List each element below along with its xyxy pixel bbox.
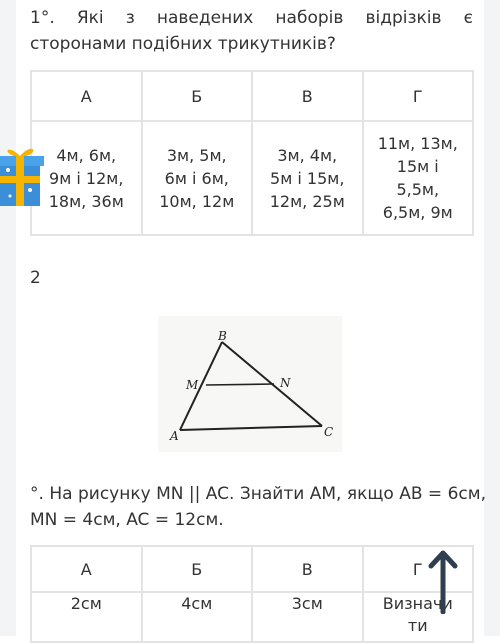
table-header: Б	[142, 71, 253, 121]
cell-line: 18м, 36м	[48, 191, 124, 211]
cell-line: 5м і 15м,	[270, 168, 345, 188]
cell-line: 10м, 12м	[159, 191, 235, 211]
cell-line: 4м, 6м,	[56, 145, 117, 165]
question-1-text: 1°. Які з наведених наборів відрізків є сторонами подібних трикутників?	[30, 8, 473, 54]
answer-cell-v[interactable]: 3см	[252, 592, 363, 642]
table-header: Г	[363, 546, 474, 592]
gift-icon[interactable]	[0, 140, 46, 210]
table-header: В	[252, 546, 363, 592]
cell-line: 3м, 4м,	[277, 145, 338, 165]
answer-cell-a[interactable]	[31, 121, 142, 235]
question-1-answer-table	[30, 70, 474, 236]
cell-line: 6м і 6м,	[164, 168, 229, 188]
label-a: A	[170, 429, 179, 443]
label-b: B	[218, 329, 227, 343]
question-2-text: °. На рисунку MN || AC. Знайти AM, якщо AB = 6см, MN = 4см, AC = 12см.	[30, 484, 486, 530]
cell-line: 3м, 5м,	[166, 145, 227, 165]
cell-line: 11м, 13м,	[377, 134, 458, 153]
cell-line: ти	[407, 616, 428, 635]
table-header: Г	[363, 71, 474, 121]
triangle-figure	[158, 316, 342, 452]
answer-cell-a[interactable]: 2см	[31, 592, 142, 642]
cell-line: Визначи	[382, 594, 453, 613]
question-2-answer-table	[30, 545, 474, 643]
cell-line: 15м і	[396, 157, 439, 176]
cell-line: 5,5м,	[396, 180, 440, 199]
answer-cell-b[interactable]	[142, 121, 253, 235]
cell-line: 12м, 25м	[269, 191, 345, 211]
left-page-edge	[0, 0, 16, 636]
table-header: А	[31, 71, 142, 121]
label-c: C	[324, 425, 334, 439]
question-2-number: 2	[30, 268, 41, 288]
right-page-edge	[484, 0, 500, 636]
cell-line: 9м і 12м,	[49, 168, 124, 188]
answer-cell-b[interactable]: 4см	[142, 592, 253, 642]
cell-line: 6,5м, 9м	[382, 203, 453, 222]
answer-cell-v[interactable]	[252, 121, 363, 235]
table-header: В	[252, 71, 363, 121]
label-n: N	[280, 376, 291, 390]
arrow-up-icon[interactable]	[428, 548, 458, 614]
answer-cell-g[interactable]	[363, 121, 474, 235]
table-header: Б	[142, 546, 253, 592]
label-m: M	[186, 378, 199, 392]
table-header: А	[31, 546, 142, 592]
